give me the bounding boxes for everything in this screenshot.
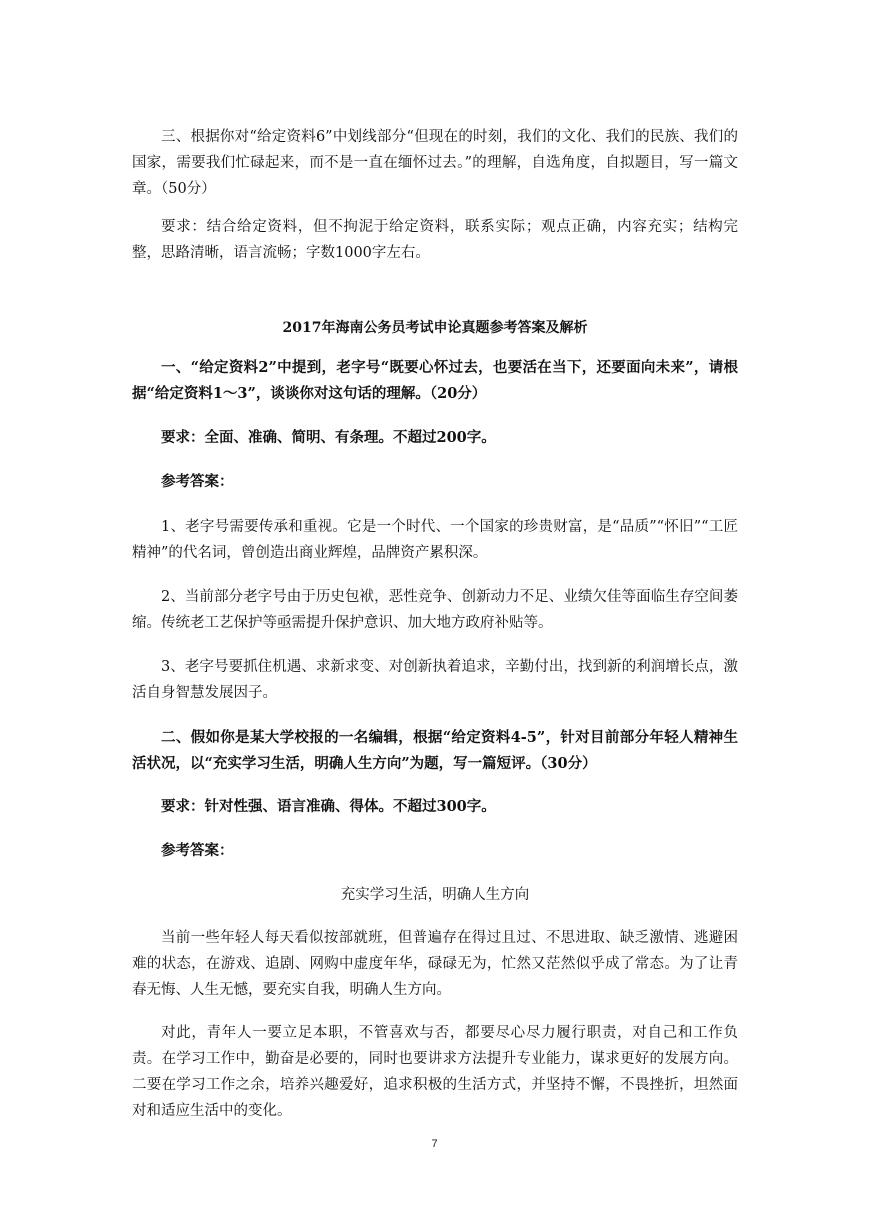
question-1-answer-label: 参考答案：: [161, 473, 234, 490]
essay-paragraph-1: 当前一些年轻人每天看似按部就班，但普遍存在得过且过、不思进取、缺乏激情、逃避困难的状态，在游戏、追剧、网购中虚度年华，碌碌无为，忙然又茫然似乎成了常态。为了让青春无悔、人生无憾，要充实自我，明确人生方向。: [132, 930, 738, 998]
question-1-point-3: 3、老字号要抓住机遇、求新求变、对创新执着追求，辛勤付出，找到新的利润增长点，激活自身智慧发展因子。: [132, 659, 738, 701]
page-number: 7: [431, 1138, 438, 1150]
essay-paragraph-2: 对此，青年人一要立足本职，不管喜欢与否，都要尽心尽力履行职责，对自己和工作负责。在学习工作中，勤奋是必要的，同时也要讲求方法提升专业能力，谋求更好的发展方向。二要在学习工作之余，培养兴趣爱好，追求积极的生活方式，并坚持不懈，不畏挫折，坦然面对和适应生活中的变化。: [132, 1025, 738, 1119]
question-2-answer-label: 参考答案：: [161, 842, 234, 859]
question-1-text: 一、“给定资料2”中提到，老字号“既要心怀过去，也要活在当下，还要面向未来”，请根据“给定资料1～3”，谈谈你对这句话的理解。（20分）: [132, 359, 738, 402]
question-2-requirement: 要求：针对性强、语言准确、得体。不超过300字。: [161, 798, 496, 815]
question-3-text: 三、根据你对“给定资料6”中划线部分“但现在的时刻，我们的文化、我们的民族、我们的国家，需要我们忙碌起来，而不是一直在缅怀过去。”的理解，自选角度，自拟题目，写一篇文章。（50分）: [132, 129, 738, 197]
question-3-requirement: 要求：结合给定资料，但不拘泥于给定资料，联系实际；观点正确，内容充实；结构完整，思路清晰，语言流畅；字数1000字左右。: [132, 219, 738, 261]
essay-title: 充实学习生活，明确人生方向: [340, 887, 530, 903]
question-1-point-1: 1、老字号需要传承和重视。它是一个时代、一个国家的珍贵财富，是“品质”“怀旧”“工匠精神”的代名词，曾创造出商业辉煌，品牌资产累积深。: [132, 519, 738, 561]
answers-title: 2017年海南公务员考试申论真题参考答案及解析: [282, 320, 588, 336]
question-1-requirement: 要求：全面、准确、简明、有条理。不超过200字。: [161, 429, 496, 446]
question-1-point-2: 2、当前部分老字号由于历史包袱，恶性竞争、创新动力不足、业绩欠佳等面临生存空间萎缩。传统老工艺保护等亟需提升保护意识、加大地方政府补贴等。: [132, 589, 738, 631]
question-2-text: 二、假如你是某大学校报的一名编辑，根据“给定资料4-5”，针对目前部分年轻人精神生活状况，以“充实学习生活，明确人生方向”为题，写一篇短评。（30分）: [132, 729, 738, 772]
